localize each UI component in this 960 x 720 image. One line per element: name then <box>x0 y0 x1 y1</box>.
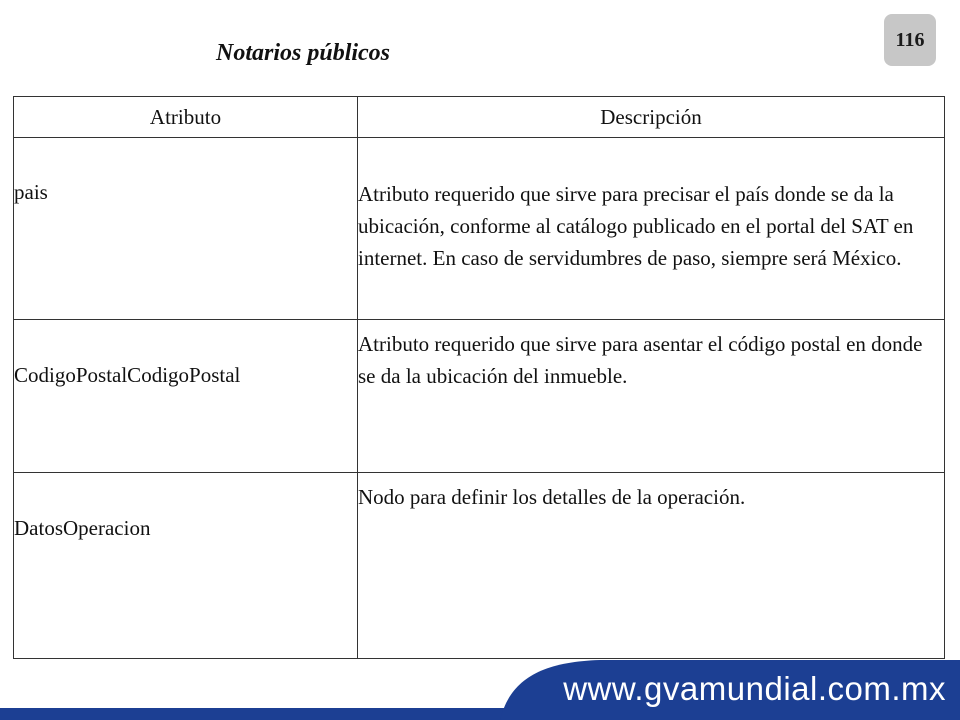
attribute-name: DatosOperacion <box>14 516 151 540</box>
attribute-cell <box>14 138 358 320</box>
footer-banner <box>0 660 960 720</box>
header-description: Descripción <box>358 97 945 138</box>
attribute-description: Atributo requerido que sirve para precisar el país donde se da la ubicación, conforme al catálogo publicado en el portal del SAT en internet. En caso de servidumbres de paso, siempre será México. <box>358 182 914 270</box>
attributes-table <box>13 96 945 659</box>
attribute-cell <box>14 320 358 473</box>
page-number-badge <box>884 14 936 66</box>
page-number: 116 <box>895 28 925 51</box>
page-title: Notarios públicos <box>216 40 391 66</box>
table-header-row <box>14 97 945 138</box>
table-row <box>14 320 945 473</box>
description-cell <box>358 473 945 659</box>
header-attribute: Atributo <box>14 97 358 138</box>
description-cell <box>358 138 945 320</box>
attribute-description: Nodo para definir los detalles de la operación. <box>358 485 746 509</box>
attribute-name: CodigoPostalCodigoPostal <box>14 363 241 387</box>
attribute-description: Atributo requerido que sirve para asentar el código postal en donde se da la ubicación del inmueble. <box>358 332 923 388</box>
attribute-cell <box>14 473 358 659</box>
description-cell <box>358 320 945 473</box>
attribute-name: pais <box>14 180 48 204</box>
website-url[interactable]: www.gvamundial.com.mx <box>563 670 946 707</box>
table-row <box>14 138 945 320</box>
table-row <box>14 473 945 659</box>
